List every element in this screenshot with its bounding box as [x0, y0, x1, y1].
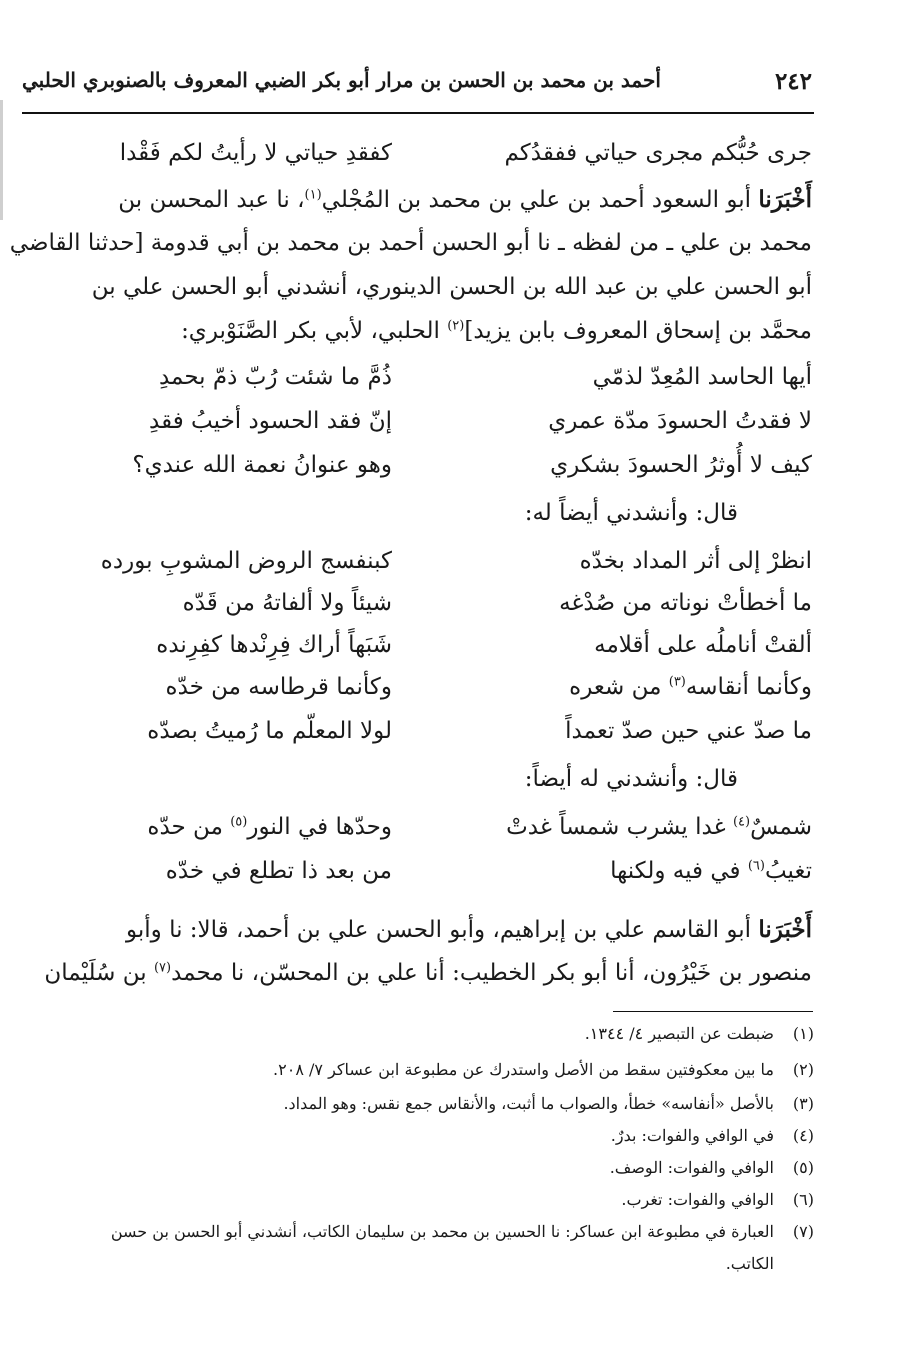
footnote-number: (٤) — [792, 1126, 814, 1145]
footnote-7 — [111, 1222, 814, 1241]
footnote-ref[interactable]: (٥) — [230, 814, 248, 830]
verse-second-hemistich: إنّ فقد الحسود أخيبُ فقدِ — [149, 408, 392, 434]
narration-text: أبو السعود أحمد بن علي بن محمد بن المُجْلي — [321, 187, 752, 213]
footnote-text: الوافي والفوات: الوصف. — [609, 1158, 774, 1177]
poem-1-verse-3 — [22, 452, 812, 492]
poem-3-verse-1 — [22, 814, 812, 854]
qala-line-2: قال: وأنشدني له أيضاً: — [524, 766, 738, 792]
hemistich-text: من حدّه — [147, 814, 231, 840]
verse-second-hemistich — [147, 814, 392, 840]
footnote-text: الوافي والفوات: تغرب. — [621, 1190, 774, 1209]
footnote-ref[interactable]: (١) — [304, 187, 322, 203]
footnote-3 — [283, 1094, 814, 1113]
footnote-number: (٣) — [792, 1094, 814, 1113]
narration-text: الحلبي، لأبي بكر الصَّنَوْبري: — [181, 318, 448, 344]
verse-first-hemistich: ألقتْ أناملُه على أقلامه — [594, 632, 812, 658]
narration-2-line-1 — [22, 916, 812, 956]
akhbarana-keyword: أَخْبَرَنا — [758, 186, 812, 213]
narration-text: ، نا عبد المحسن بن — [118, 187, 305, 213]
footnote-ref[interactable]: (٤) — [732, 814, 751, 830]
narration-text: محمَّد بن إسحاق المعروف بابن يزيد] — [464, 318, 812, 344]
footnote-number: (٥) — [792, 1158, 814, 1177]
narration-1-line-2: محمد بن علي ـ من لفظه ـ نا أبو الحسن أحمد بن محمد بن أبي قدومة [حدثنا القاضي — [9, 230, 812, 256]
page-header — [22, 62, 812, 106]
verse-second-hemistich: شيئاً ولا ألفاتهُ من قَدّه — [182, 590, 392, 616]
footnote-number: (٢) — [792, 1060, 814, 1079]
footnote-1 — [585, 1024, 814, 1043]
footnote-4 — [611, 1126, 814, 1145]
narration-1-line-4 — [22, 318, 812, 358]
verse-first-hemistich: ما أخطأتْ نوناته من صُدْغه — [559, 590, 812, 616]
narration-text: منصور بن خَيْرُون، أنا أبو بكر الخطيب: أنا علي بن المحسّن، نا محمد — [171, 960, 812, 986]
hemistich-text: وكأنما أنقاسه — [685, 674, 812, 700]
footnote-text: بالأصل «أنفاسه» خطأ، والصواب ما أثبت، والأنقاس جمع نقس: وهو المداد. — [283, 1094, 774, 1113]
footnote-text: العبارة في مطبوعة ابن عساكر: نا الحسين بن محمد بن سليمان الكاتب، أنشدني أبو الحسن بن حسن — [110, 1222, 774, 1241]
opening-verse — [22, 140, 812, 180]
verse-second-hemistich: ذُمَّ ما شئت رُبّ ذمّ بحمدِ — [158, 364, 392, 390]
poem-2-verse-3 — [22, 632, 812, 672]
verse-first-hemistich: أيها الحاسد المُعِدّ لذمّي — [592, 364, 812, 390]
footnote-ref[interactable]: (٣) — [668, 674, 686, 690]
verse-first-hemistich: ما صدّ عني حين صدّ تعمداً — [565, 718, 812, 744]
footnote-text: ما بين معكوفتين سقط من الأصل واستدرك عن مطبوعة ابن عساكر ٧/ ٢٠٨. — [273, 1060, 774, 1079]
page-number: ٢٤٢ — [774, 68, 812, 95]
poem-2-verse-4 — [22, 674, 812, 714]
verse-second-hemistich: من بعد ذا تطلع في خدّه — [165, 858, 392, 884]
hemistich-text: تغيبُ — [764, 858, 812, 884]
scan-edge-mark — [0, 100, 3, 220]
poem-2-verse-2 — [22, 590, 812, 630]
verse-first-hemistich: لا فقدتُ الحسودَ مدّة عمري — [548, 408, 812, 434]
verse-second-hemistich: لولا المعلّم ما رُميتُ بصدّه — [147, 718, 392, 744]
narration-text: أبو القاسم علي بن إبراهيم، وأبو الحسن علي بن أحمد، قالا: نا وأبو — [125, 917, 752, 943]
verse-second-hemistich: كفقدِ حياتي لا رأيتُ لكم فَقْدا — [119, 140, 392, 166]
footnote-separator — [613, 1011, 813, 1012]
verse-second-hemistich: شَبَهاً أراك فِرِنْدها كفِرِنده — [156, 632, 392, 658]
footnote-text: في الوافي والفوات: بدرٌ. — [610, 1126, 774, 1145]
verse-second-hemistich: وهو عنوانُ نعمة الله عندي؟ — [132, 452, 392, 478]
verse-first-hemistich: جرى حُبُّكم مجرى حياتي ففقدُكم — [504, 140, 812, 166]
hemistich-text: شمسٌ — [750, 814, 812, 840]
verse-first-hemistich: كيف لا أُوثرُ الحسودَ بشكري — [550, 452, 812, 478]
verse-first-hemistich — [569, 674, 812, 700]
footnote-number: (١) — [792, 1024, 814, 1043]
running-title: أحمد بن محمد بن الحسن بن مرار أبو بكر الضبي المعروف بالصنوبري الحلبي — [22, 68, 661, 92]
poem-2-verse-1 — [22, 548, 812, 588]
footnote-5 — [610, 1158, 814, 1177]
verse-first-hemistich: انظرْ إلى أثر المداد بخدّه — [579, 548, 812, 574]
verse-first-hemistich — [610, 858, 812, 884]
qala-line-1: قال: وأنشدني أيضاً له: — [524, 500, 738, 526]
footnote-ref[interactable]: (٦) — [747, 858, 765, 874]
poem-1-verse-2 — [22, 408, 812, 448]
narration-2-line-2 — [22, 960, 812, 1000]
footnote-text: ضبطت عن التبصير ٤/ ١٣٤٤. — [584, 1024, 774, 1043]
poem-3-verse-2 — [22, 858, 812, 898]
poem-2-verse-5 — [22, 718, 812, 758]
verse-second-hemistich: وكأنما قرطاسه من خدّه — [165, 674, 392, 700]
header-rule — [22, 112, 814, 114]
poem-1-verse-1 — [22, 364, 812, 404]
narration-1-line-1 — [22, 186, 812, 226]
hemistich-text: في فيه ولكنها — [610, 858, 748, 884]
hemistich-text: وحدّها في النور — [247, 814, 392, 840]
akhbarana-keyword: أَخْبَرَنا — [758, 916, 812, 943]
footnote-2 — [273, 1060, 814, 1079]
footnote-number: (٧) — [792, 1222, 814, 1241]
hemistich-text: غدا يشرب شمساً غدتْ — [506, 814, 733, 840]
verse-second-hemistich: كبنفسج الروض المشوبِ بورده — [100, 548, 392, 574]
footnote-7-continuation: الكاتب. — [725, 1254, 774, 1273]
footnote-6 — [621, 1190, 814, 1209]
footnote-ref[interactable]: (٧) — [153, 960, 172, 976]
verse-first-hemistich — [506, 814, 812, 840]
narration-text: بن سُلَيْمان — [44, 960, 154, 986]
hemistich-text: من شعره — [569, 674, 669, 700]
narration-1-line-3: أبو الحسن علي بن عبد الله بن الحسن الدينوري، أنشدني أبو الحسن علي بن — [91, 274, 812, 300]
footnote-ref[interactable]: (٢) — [447, 318, 465, 334]
footnote-number: (٦) — [792, 1190, 814, 1209]
